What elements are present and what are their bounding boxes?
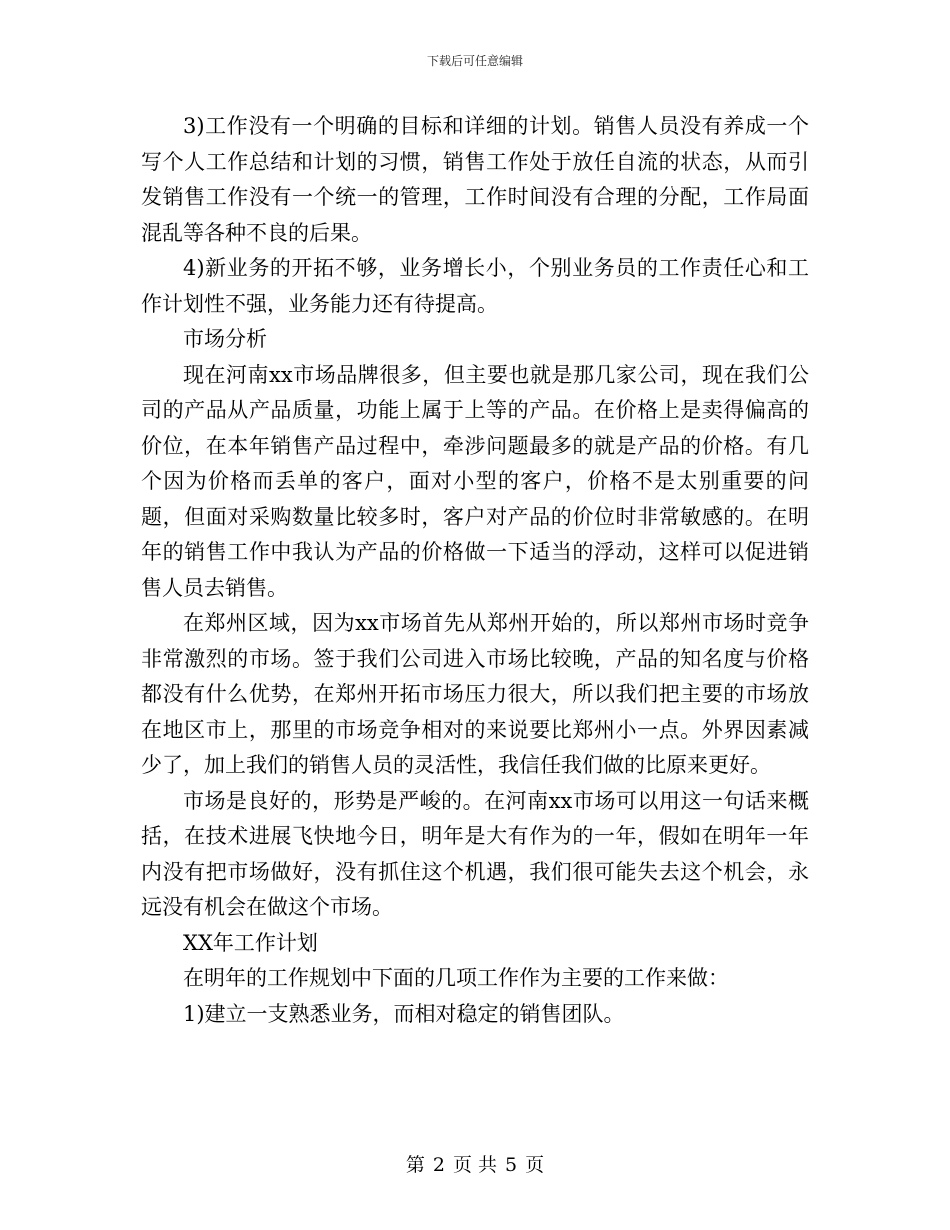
paragraph-plan-item-1: 1)建立一支熟悉业务，而相对稳定的销售团队。 [183, 1001, 625, 1026]
paragraph-plan-intro: 在明年的工作规划中下面的几项工作作为主要的工作来做： [183, 966, 729, 990]
footer-prefix: 第 [405, 1154, 425, 1176]
document-body [141, 109, 809, 1032]
page-header-note: 下载后可任意编辑 [426, 54, 523, 68]
footer-middle: 页 共 [452, 1154, 498, 1176]
paragraph-zhengzhou-region: 在郑州区域，因为xx市场首先从郑州开始的，所以郑州市场时竞争非常激烈的市场。签于我们公司进入市场比较晚，产品的知名度与价格都没有什么优势，在郑州开拓市场压力很大，所以我们把主要的市场放在地区市上，那里的市场竞争相对的来说要比郑州小一点。外界因素减少了，加上我们的销售人员的灵活性，我信任我们做的比原来更好。 [141, 611, 809, 777]
paragraph-work-plan-issue: 3)工作没有一个明确的目标和详细的计划。销售人员没有养成一个写个人工作总结和计划的习惯，销售工作处于放任自流的状态，从而引发销售工作没有一个统一的管理，工作时间没有合理的分配，工作局面混乱等各种不良的后果。 [141, 114, 809, 245]
heading-market-analysis: 市场分析 [183, 327, 267, 351]
paragraph-market-outlook: 市场是良好的，形势是严峻的。在河南xx市场可以用这一句话来概括，在技术进展飞快地今日，明年是大有作为的一年，假如在明年一年内没有把市场做好，没有抓住这个机遇，我们很可能失去这个机会，永远没有机会在做这个市场。 [141, 788, 809, 919]
paragraph-market-brands: 现在河南xx市场品牌很多，但主要也就是那几家公司，现在我们公司的产品从产品质量，功能上属于上等的产品。在价格上是卖得偏高的价位，在本年销售产品过程中，牵涉问题最多的就是产品的价格。有几个因为价格而丢单的客户，面对小型的客户，价格不是太别重要的问题，但面对采购数量比较多时，客户对产品的价位时非常敏感的。在明年的销售工作中我认为产品的价格做一下适当的浮动，这样可以促进销售人员去销售。 [141, 362, 809, 600]
footer-current-page: 2 [432, 1154, 445, 1176]
page-footer [0, 1153, 950, 1177]
footer-suffix: 页 [525, 1154, 545, 1176]
footer-total-pages: 5 [505, 1154, 518, 1176]
heading-work-plan: XX年工作计划 [183, 930, 318, 955]
paragraph-new-business-issue: 4)新业务的开拓不够，业务增长小，个别业务员的工作责任心和工作计划性不强，业务能力还有待提高。 [141, 256, 809, 316]
